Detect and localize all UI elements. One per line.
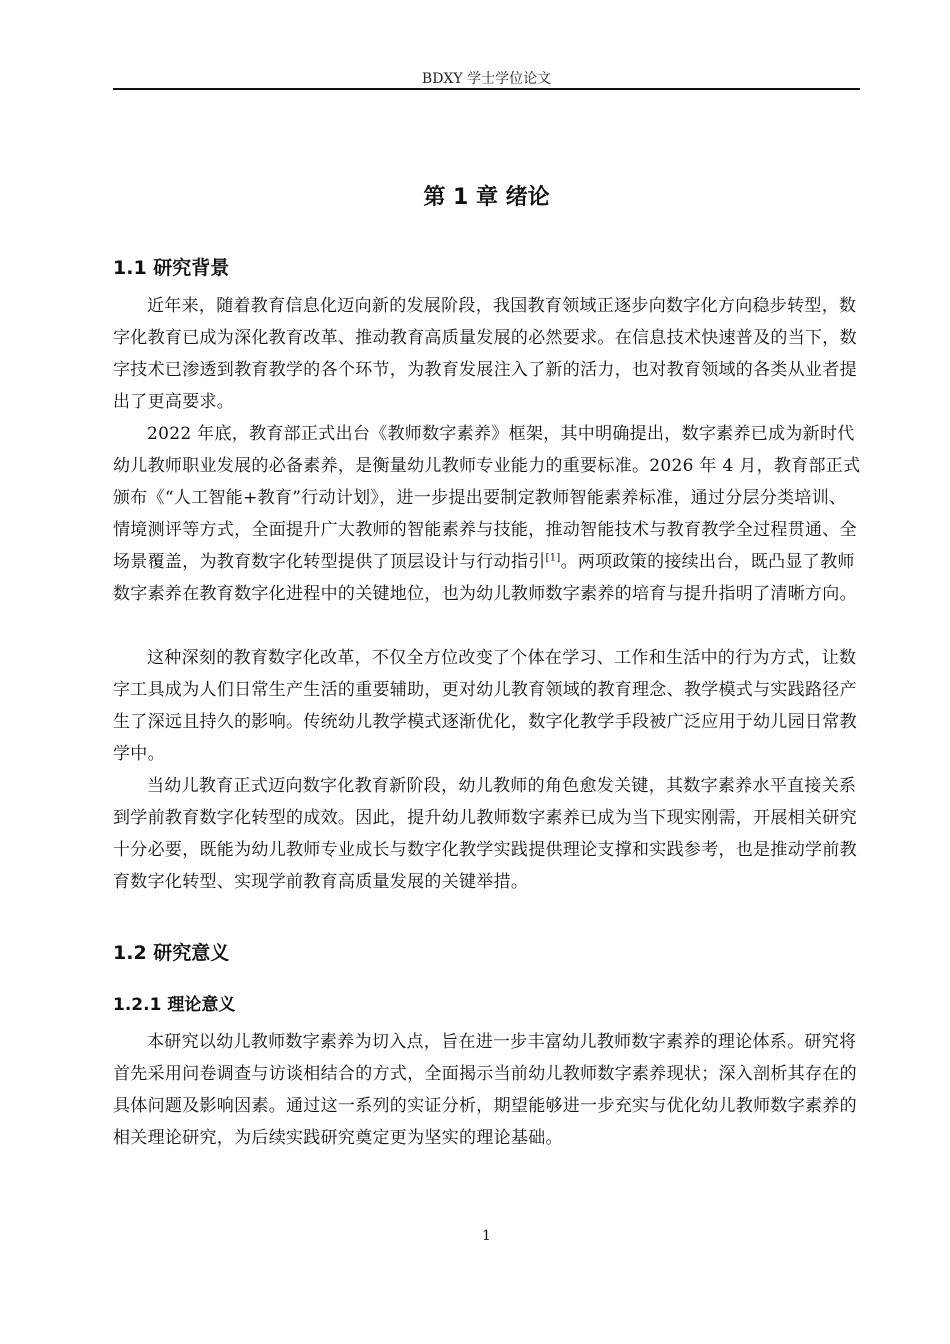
subsection-heading-theoretical: 1.2.1 理论意义 bbox=[113, 995, 236, 1015]
page-number: 1 bbox=[482, 1228, 491, 1244]
paragraph-background-1: 近年来，随着教育信息化迈向新的发展阶段，我国教育领域正逐步向数字化方向稳步转型，数字化教育已成为深化教育改革、推动教育高质量发展的必然要求。在信息技术快速普及的当下，数字技术已渗透到教育教学的各个环节，为教育发展注入了新的活力，也对教育领域的各类从业者提出了更高要求。 bbox=[113, 296, 857, 412]
header-rule bbox=[113, 88, 860, 90]
paragraph-policy bbox=[113, 418, 863, 610]
paragraph-background-2: 这种深刻的教育数字化改革，不仅全方位改变了个体在学习、工作和生活中的行为方式，让数字工具成为人们日常生产生活的重要辅助，更对幼儿教育领域的教育理念、教学模式与实践路径产生了深远且持久的影响。传统幼儿教学模式逐渐优化，数字化教学手段被广泛应用于幼儿园日常教学中。 bbox=[113, 648, 857, 764]
paragraph-background-3: 当幼儿教育正式迈向数字化教育新阶段，幼儿教师的角色愈发关键，其数字素养水平直接关系到学前教育数字化转型的成效。因此，提升幼儿教师数字素养已成为当下现实刚需，开展相关研究十分必要，既能为幼儿教师专业成长与数字化教学实践提供理论支撑和实践参考，也是推动学前教育数字化转型、实现学前教育高质量发展的关键举措。 bbox=[113, 776, 857, 892]
paragraph-policy-text: 2022 年底，教育部正式出台《教师数字素养》框架，其中明确提出，数字素养已成为新时代幼儿教师职业发展的必备素养，是衡量幼儿教师专业能力的重要标准。2026 年 4 月，教育部正式颁布《“人工智能+教育”行动计划》，进一步提出要制定教师智能素养标准，通过分层分类培训、情境测评等方式，全面提升广大教师的智能素养与技能，推动智能技术与教育教学全过程贯通、全场景覆盖，为教育数字化转型提供了顶层设计与行动指引 bbox=[113, 424, 861, 572]
running-header: BDXY 学士学位论文 bbox=[421, 71, 552, 87]
section-heading-significance: 1.2 研究意义 bbox=[113, 942, 230, 964]
section-heading-background: 1.1 研究背景 bbox=[113, 257, 230, 279]
paragraph-policy-text-cont: 。两项政策的接续出台，既凸显了教师数字素养在教育数字化进程中的关键地位，也为幼儿教师数字素养的培育与提升指明了清晰方向。 bbox=[113, 552, 857, 604]
citation-marker: [1] bbox=[545, 552, 561, 564]
paragraph-theoretical: 本研究以幼儿教师数字素养为切入点，旨在进一步丰富幼儿教师数字素养的理论体系。研究将首先采用问卷调查与访谈相结合的方式，全面揭示当前幼儿教师数字素养现状；深入剖析其存在的具体问题及影响因素。通过这一系列的实证分析，期望能够进一步充实与优化幼儿教师数字素养的相关理论研究，为后续实践研究奠定更为坚实的理论基础。 bbox=[113, 1032, 857, 1148]
chapter-title: 第 1 章 绪论 bbox=[423, 185, 550, 210]
